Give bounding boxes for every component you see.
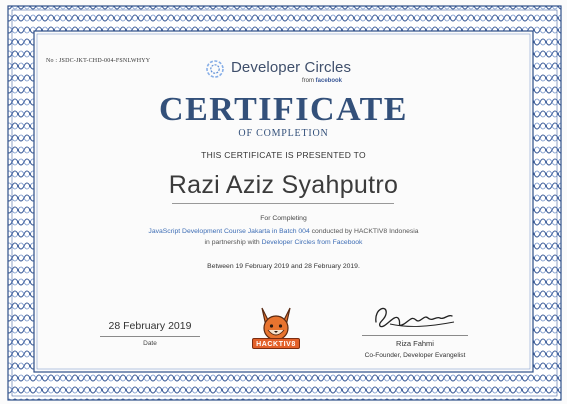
course-name: JavaScript Development Course Jakarta in Batch 004 <box>148 228 310 235</box>
date-label: Date <box>143 340 157 347</box>
certificate-subtitle: OF COMPLETION <box>238 128 329 139</box>
signature-rule <box>362 335 468 336</box>
partnership-line <box>0 239 567 246</box>
hacktiv8-logo-text: HACKTIV8 <box>252 338 300 349</box>
date-rule <box>100 336 200 337</box>
from-facebook-label <box>302 78 342 84</box>
partnership-prefix: in partnership with <box>204 239 262 246</box>
for-completing-label: For Completing <box>260 215 307 222</box>
recipient-name: Razi Aziz Syahputro <box>168 171 399 199</box>
facebook-label: facebook <box>315 78 343 84</box>
conductor-name: HACKTIV8 Indonesia <box>353 228 419 235</box>
certificate-date: 28 February 2019 <box>108 320 192 332</box>
signatory-title: Co-Founder, Developer Evangelist <box>364 352 466 359</box>
certificate-serial-number: No : JSDC-JKT-CHD-004-FSNLWHYY <box>46 58 151 64</box>
signatory-name: Riza Fahmi <box>396 339 434 348</box>
developer-circles-name: Developer Circles <box>231 59 352 76</box>
course-period: Between 19 February 2019 and 28 February 2019. <box>207 263 360 270</box>
from-label: from <box>302 78 314 84</box>
presented-to-line: THIS CERTIFICATE IS PRESENTED TO <box>201 150 366 160</box>
certificate-title: CERTIFICATE <box>159 91 408 128</box>
name-underline <box>172 203 394 204</box>
signature-scribble <box>368 300 460 334</box>
partner-name: Developer Circles from Facebook <box>261 239 363 246</box>
course-line <box>0 228 567 235</box>
conducted-by-text: conducted by <box>309 228 354 235</box>
